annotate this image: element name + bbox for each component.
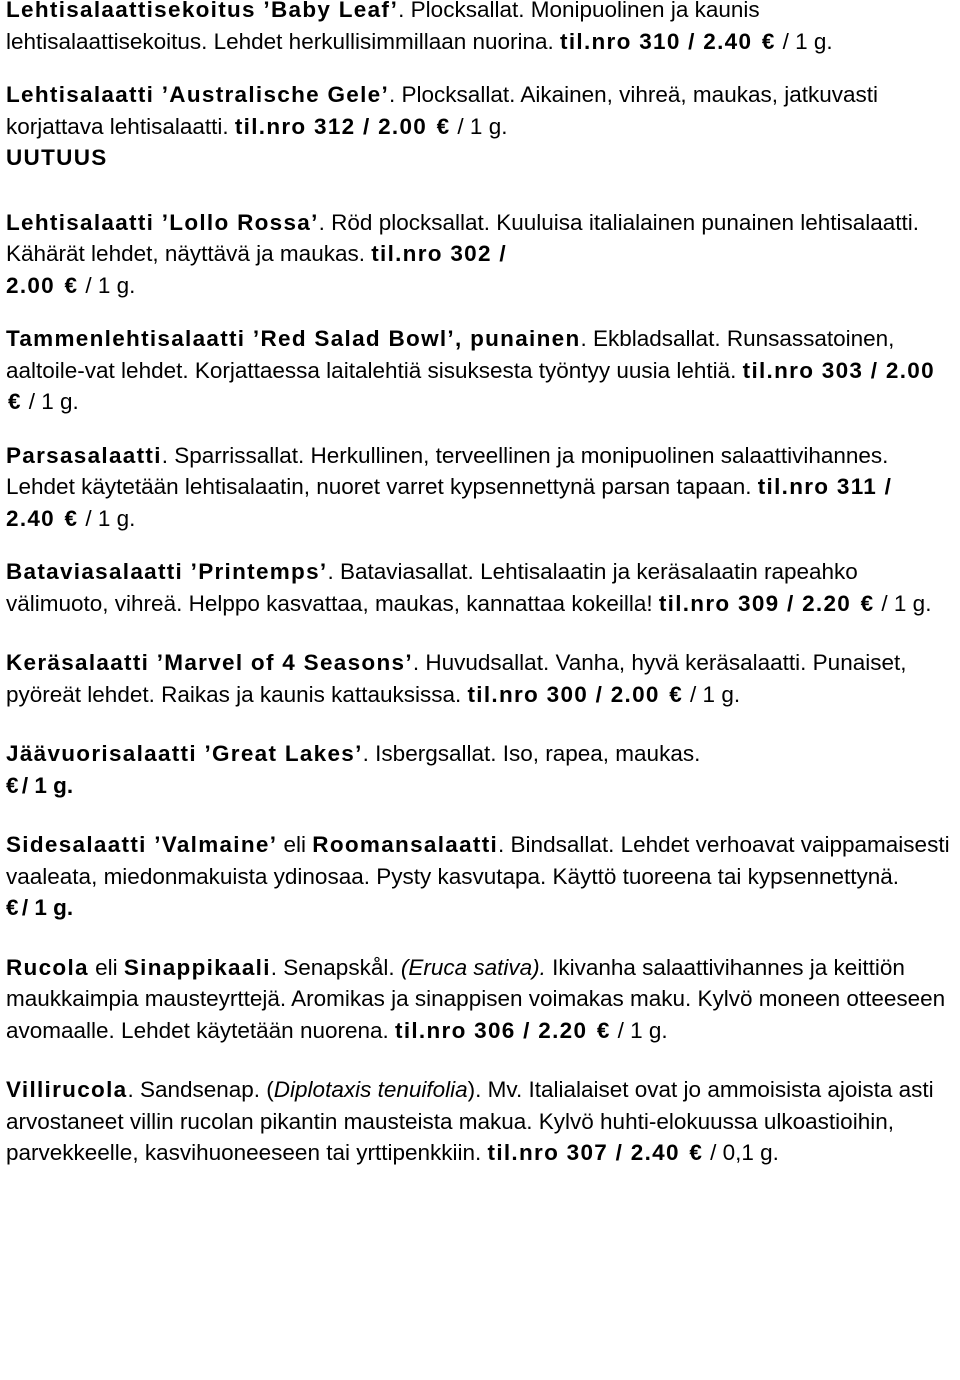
euro-sign: € (689, 1140, 702, 1165)
package-size: / 1 g. (79, 272, 136, 298)
order-number-price: til.nro 309 / 2.20 (658, 590, 859, 616)
product-entry-lollo-rossa (6, 207, 954, 302)
order-number-price: til.nro 312 / 2.00 (234, 113, 435, 139)
order-number-price: til.nro 303 / 2.00 (742, 357, 935, 383)
product-name: Bataviasalaatti ’Printemps’ (6, 559, 328, 584)
product-description: . Isbergsallat. Iso, rapea, maukas. (362, 741, 701, 766)
order-number-price: € (6, 772, 20, 798)
new-badge: UUTUUS (6, 145, 108, 170)
product-name: Lehtisalaatti ’Australische Gele’ (6, 82, 390, 107)
product-name: Jäävuorisalaatti ’Great Lakes’ (6, 741, 363, 766)
product-swedish-name: . Sandsenap. ( (127, 1077, 274, 1102)
product-description: . Röd plocksallat. Kuuluisa italialainen punainen lehtisalaatti. Kähärät lehdet, näyttävä ja maukas. (6, 209, 920, 266)
euro-sign: € (761, 28, 775, 54)
product-description: . Huvudsallat. Vanha, hyvä keräsalaatti. Punaiset, pyöreät lehdet. Raikas ja kaunis kattauksissa. (6, 650, 907, 707)
order-number-price: til.nro 311 / 2.40 (6, 474, 893, 531)
euro-sign: € (8, 389, 21, 414)
product-name: Rucola (6, 954, 89, 980)
euro-sign: € (596, 1017, 610, 1043)
product-entry-marvel-of-4-seasons (6, 647, 954, 710)
euro-sign: € (64, 505, 78, 531)
order-number-price: til.nro 306 / 2.20 (395, 1017, 595, 1043)
product-description: . Bataviasallat. Lehtisalaatin ja keräsalaatin rapeahko välimuoto, vihreä. Helppo kasvattaa, maukas, kannattaa kokeilla! (6, 559, 858, 616)
product-name: Lehtisalaatti ’Lollo Rossa’ (6, 209, 319, 235)
product-name: Villirucola (6, 1077, 128, 1102)
product-name: Tammenlehtisalaatti ’Red Salad Bowl’, punainen (6, 326, 581, 351)
package-size: / 1 g. (79, 505, 136, 531)
product-name: Sidesalaatti ’Valmaine’ (6, 832, 278, 857)
product-description: . Plocksallat. Monipuolinen ja kaunis lehtisalaattisekoitus. Lehdet herkullisimmillaan nuorina. (6, 0, 760, 54)
product-description: . Bindsallat. Lehdet verhoavat vaippamaisesti vaaleata, miedonmakuista ydinosaa. Pysty kasvutapa. Käyttö tuoreena tai kypsennettynä. (6, 832, 950, 889)
order-number-price: til.nro 310 / 2.40 (560, 28, 760, 54)
latin-name: Diplotaxis tenuifolia (273, 1077, 468, 1102)
product-entry-red-salad-bowl (6, 323, 954, 418)
order-number-price: til.nro 307 / 2.40 (487, 1140, 688, 1165)
product-description: . Sparrissallat. Herkullinen, terveellinen ja monipuolinen salaattivihannes. Lehdet käytetään lehtisalaatin, nuoret varret kypsennettynä parsan tapaan. (6, 442, 889, 499)
product-description: . Plocksallat. Aikainen, vihreä, maukas, jatkuvasti korjattava lehtisalaatti. (6, 82, 879, 139)
product-entry-rucola (6, 952, 954, 1047)
order-number-price: € (6, 895, 20, 920)
order-number-price: til.nro 302 / 2.00 (6, 241, 507, 298)
product-alt-name: Sinappikaali (123, 954, 271, 980)
euro-sign: € (860, 590, 874, 616)
package-size: / 1 g. (776, 28, 833, 54)
package-size: / 1 g. (875, 590, 932, 616)
product-description: Ikivanha salaattivihannes ja keittiön maukkaimpia mausteyrttejä. Aromikas ja sinappisen voimakas maku. Kylvö moneen otteeseen avomaalle. Lehdet käytetään nuorena. (6, 954, 946, 1043)
product-entry-baby-leaf (6, 0, 954, 57)
product-alt-name: Roomansalaatti (312, 832, 499, 857)
order-number-price: til.nro 300 / 2.00 (467, 681, 668, 707)
connector-word: eli (277, 832, 313, 857)
product-entry-valmaine (6, 829, 954, 924)
latin-name: (Eruca sativa). (400, 954, 546, 980)
product-name: Keräsalaatti ’Marvel of 4 Seasons’ (6, 650, 413, 675)
euro-sign: € (436, 113, 450, 139)
package-size: / 1 g. (451, 113, 508, 139)
product-swedish-name: . Senapskål. (270, 954, 401, 980)
product-entry-great-lakes (6, 738, 954, 801)
package-size: / 0,1 g. (703, 1140, 779, 1165)
product-entry-printemps (6, 556, 954, 619)
product-name: Parsasalaatti (6, 442, 162, 468)
euro-sign: / 1 g. (21, 772, 74, 798)
product-name: Lehtisalaattisekoitus ’Baby Leaf’ (6, 0, 399, 22)
product-entry-villirucola (6, 1074, 954, 1169)
package-size: / 1 g. (683, 681, 741, 707)
product-description: ). Mv. Italialaiset ovat jo ammoisista ajoista asti arvostaneet villin rucolan pikantin mausteista makua. Kylvö huhti-elokuussa ulkoastioihin, parvekkeelle, kasvihuoneeseen tai yrttipenkkiin. (6, 1077, 934, 1165)
product-description: . Ekbladsallat. Runsassatoinen, aaltoile-vat lehdet. Korjattaessa laitalehtiä sisuksesta työntyy uusia lehtiä. (6, 326, 895, 383)
package-size: / 1 g. (22, 389, 79, 414)
product-entry-parsasalaatti (6, 440, 954, 535)
euro-sign: € (669, 681, 682, 707)
euro-sign: / 1 g. (21, 895, 74, 920)
package-size: / 1 g. (611, 1017, 668, 1043)
euro-sign: € (64, 272, 78, 298)
product-entry-australische-gele (6, 79, 954, 174)
connector-word: eli (88, 954, 124, 980)
